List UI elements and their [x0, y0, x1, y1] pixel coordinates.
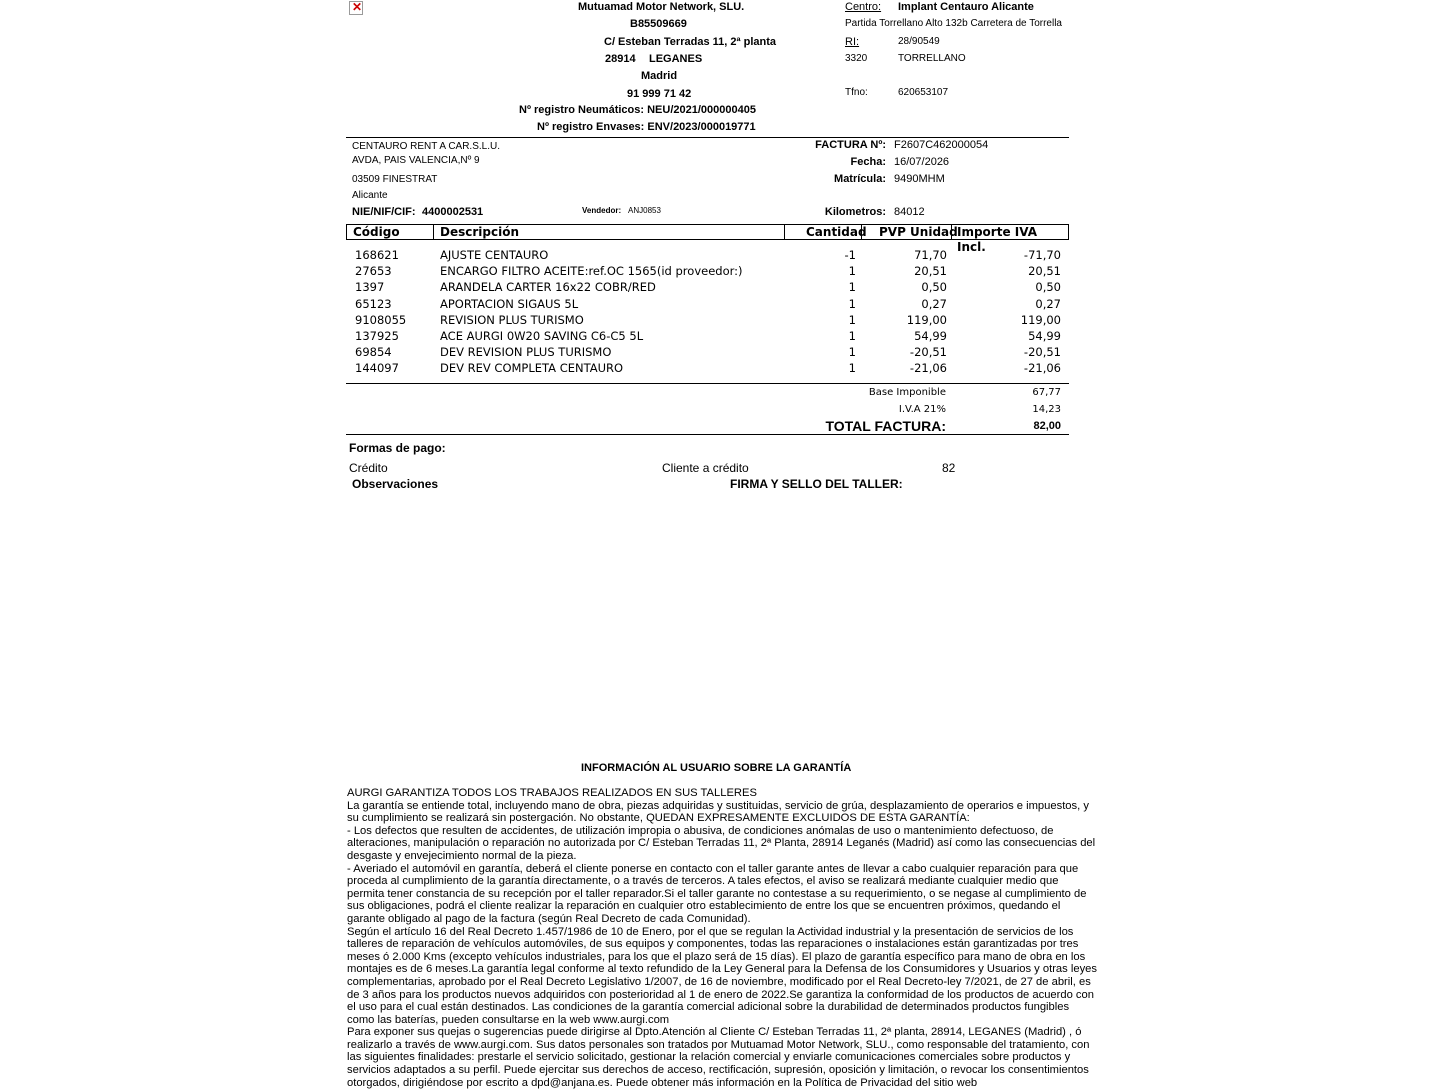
header-unit-price: PVP Unidad	[879, 225, 958, 239]
row-unit-price: 71,70	[914, 248, 947, 262]
company-province: Madrid	[641, 70, 678, 82]
row-amount: 54,99	[1028, 329, 1061, 343]
row-unit-price: 119,00	[906, 313, 947, 327]
header-divider	[346, 137, 1069, 138]
row-unit-price: 54,99	[914, 329, 947, 343]
invoice-date-label: Fecha:	[850, 156, 886, 168]
row-code: 168621	[355, 248, 399, 262]
centre-name: Implant Centauro Alicante	[898, 1, 1034, 13]
km-label: Kilometros:	[824, 206, 886, 218]
broken-image-icon: ✕	[349, 1, 363, 15]
row-description: ENCARGO FILTRO ACEITE:ref.OC 1565(id proveedor:)	[440, 264, 743, 278]
plate-value: 9490MHM	[894, 173, 945, 185]
invoice-number: F2607C462000054	[894, 139, 989, 151]
row-unit-price: -20,51	[909, 345, 947, 359]
company-address: C/ Esteban Terradas 11, 2ª planta	[604, 36, 776, 48]
row-unit-price: 20,51	[914, 264, 947, 278]
centre-label: Centro:	[845, 1, 882, 13]
row-amount: -21,06	[1023, 361, 1061, 375]
vat-label: I.V.A 21%	[898, 404, 946, 415]
row-code: 1397	[355, 280, 385, 294]
row-code: 27653	[355, 264, 392, 278]
centre-phone-label: Tfno:	[845, 87, 868, 98]
signature-label: FIRMA Y SELLO DEL TALLER:	[730, 477, 903, 491]
row-qty: 1	[848, 280, 856, 294]
customer-name: CENTAURO RENT A CAR.S.L.U.	[352, 141, 500, 152]
payment-amount: 82	[942, 461, 956, 475]
row-description: ACE AURGI 0W20 SAVING C6-C5 5L	[440, 329, 644, 343]
centre-ri-value: 28/90549	[898, 36, 940, 47]
customer-postal-city: 03509 FINESTRAT	[352, 174, 438, 185]
row-description: AJUSTE CENTAURO	[440, 248, 549, 262]
vat-value: 14,23	[1032, 404, 1061, 415]
row-qty: 1	[848, 313, 856, 327]
km-value: 84012	[894, 206, 925, 218]
centre-address: Partida Torrellano Alto 132b Carretera de Torrella	[845, 18, 1062, 29]
row-code: 144097	[355, 361, 399, 375]
row-unit-price: 0,50	[921, 280, 947, 294]
payment-title: Formas de pago:	[349, 441, 446, 455]
total-label: TOTAL FACTURA:	[825, 418, 946, 434]
header-qty: Cantidad	[806, 225, 867, 239]
header-description: Descripción	[440, 225, 519, 239]
tyre-registry: Nº registro Neumáticos: NEU/2021/000000405	[519, 104, 756, 116]
row-qty: 1	[848, 264, 856, 278]
row-amount: 20,51	[1028, 264, 1061, 278]
row-unit-price: 0,27	[921, 297, 947, 311]
table-row	[346, 328, 1069, 344]
row-qty: -1	[844, 248, 856, 262]
warranty-title: INFORMACIÓN AL USUARIO SOBRE LA GARANTÍA	[581, 762, 852, 774]
nif-value: 4400002531	[422, 206, 484, 218]
table-row	[346, 279, 1069, 295]
seller-label: Vendedor:	[582, 206, 622, 215]
table-row	[346, 296, 1069, 312]
row-code: 69854	[355, 345, 392, 359]
row-amount: -71,70	[1023, 248, 1061, 262]
customer-address: AVDA, PAIS VALENCIA,Nº 9	[352, 155, 480, 166]
table-bottom-divider	[346, 383, 1069, 384]
totals-divider	[346, 434, 1069, 435]
centre-city: TORRELLANO	[898, 53, 966, 64]
row-description: DEV REVISION PLUS TURISMO	[440, 345, 612, 359]
row-qty: 1	[848, 345, 856, 359]
invoice-number-label: FACTURA Nº:	[815, 139, 886, 151]
company-postal-code: 28914	[605, 53, 636, 65]
items-table-header	[346, 224, 1069, 254]
table-row	[346, 360, 1069, 376]
row-description: APORTACION SIGAUS 5L	[440, 297, 579, 311]
row-description: DEV REV COMPLETA CENTAURO	[440, 361, 624, 375]
plate-label: Matrícula:	[834, 173, 886, 185]
row-amount: -20,51	[1023, 345, 1061, 359]
customer-province: Alicante	[352, 190, 388, 201]
row-unit-price: -21,06	[909, 361, 947, 375]
table-row	[346, 263, 1069, 279]
packaging-registry: Nº registro Envases: ENV/2023/000019771	[537, 121, 756, 133]
invoice-date: 16/07/2026	[894, 156, 950, 168]
header-code: Código	[353, 225, 400, 239]
nif-label: NIE/NIF/CIF:	[352, 206, 416, 218]
row-qty: 1	[848, 361, 856, 375]
row-amount: 0,27	[1035, 297, 1061, 311]
base-label: Base Imponible	[868, 387, 946, 398]
row-qty: 1	[848, 297, 856, 311]
seller-value: ANJ0853	[628, 206, 661, 215]
observations-label: Observaciones	[352, 477, 439, 491]
centre-phone: 620653107	[898, 87, 949, 98]
row-amount: 0,50	[1035, 280, 1061, 294]
row-code: 65123	[355, 297, 392, 311]
centre-postal-code: 3320	[845, 53, 868, 64]
row-description: ARANDELA CARTER 16x22 COBR/RED	[440, 280, 656, 294]
row-code: 137925	[355, 329, 399, 343]
table-row	[346, 344, 1069, 360]
header-amount: Importe IVA Incl.	[957, 225, 1037, 254]
row-qty: 1	[848, 329, 856, 343]
company-city: LEGANES	[649, 53, 703, 65]
centre-ri-label: RI:	[845, 36, 860, 48]
row-amount: 119,00	[1020, 313, 1061, 327]
row-code: 9108055	[355, 313, 407, 327]
company-phone: 91 999 71 42	[627, 88, 692, 100]
row-description: REVISION PLUS TURISMO	[440, 313, 584, 327]
company-name: Mutuamad Motor Network, SLU.	[578, 1, 745, 13]
table-row	[346, 312, 1069, 328]
warranty-text: AURGI GARANTIZA TODOS LOS TRABAJOS REALIZADOS EN SUS TALLERES La garantía se entiende total, incluyendo mano de obra, piezas adquiridas y sustituidas, servicio de grúa, desplazamiento de operarios e impuestos, y su cumplimiento se realizará sin postergación. No obstante, QUEDAN EXPRESAMENTE EXCLUIDOS DE ESTA GARANTÍA: - Los defectos que resulten de accidentes, de utilización impropia o abusiva, de condiciones anómalas de uso o mantenimiento defectuoso, de alteraciones, manipulación o reparación no autorizada por C/ Esteban Terradas 11, 2ª Planta, 28914 Leganés (Madrid) así como las consecuencias del desgaste y envejecimiento normal de la pieza. - Averiado el automóvil en garantía, deberá el cliente ponerse en contacto con el taller garante antes de llevar a cabo cualquier reparación para que proceda al cumplimiento de la garantía directamente, o a través de terceros. A tales efectos, el aviso se realizará mediante cualquier medio que permita tener constancia de su recepción por el taller reparador.Si el taller garante no contestase a su requerimiento, o se negase al cumplimiento de sus obligaciones, podrá el cliente realizar la reparación en cualquier otro establecimiento de entre los que se encuentren próximos, quedando el garante obligado al pago de la factura (según Real Decreto de cada Comunidad). Según el artículo 16 del Real Decreto 1.457/1986 de 10 de Enero, por el que se regulan la Actividad industrial y la presentación de servicios de los talleres de reparación de vehículos automóviles, de sus equipos y componentes, todas las reparaciones o instalaciones están garantizadas por tres meses ó 2.000 Kms (excepto vehículos industriales, para los que el plazo será de 15 días). El plazo de garantía específico para mano de obra en los montajes es de 6 meses.La garantía legal conforme al texto refundido de la Ley General para la Defensa de los Consumidores y Usuarios y otras leyes complementarias, aprobado por el Real Decreto Legislativo 1/2007, de 16 de noviembre, modificado por el Real Decreto-ley 7/2021, de 27 de abril, es de 3 años para los productos nuevos adquiridos con posterioridad al 1 de enero de 2022.Se garantiza la conformidad de los productos de acuerdo con el uso para el cual están destinados. Las condiciones de la garantía comercial adicional sobre la durabilidad de determinados productos fungibles como las baterías, pueden consultarse en la web www.aurgi.com Para exponer sus quejas o sugerencias puede dirigirse al Dpto.Atención al Cliente C/ Esteban Terradas 11, 2ª planta, 28914, LEGANES (Madrid) , ó realizarlo a través de www.aurgi.com. Sus datos personales son tratados por Mutuamad Motor Network, SLU., como responsable del tratamiento, con las siguientes finalidades: prestarle el servicio solicitado, gestionar la relación comercial y enviarle comunicaciones comerciales sobre productos y servicios adaptados a su perfil. Puede ejercitar sus derechos de acceso, rectificación, supresión, oposición y limitación, o revocar los consentimientos otorgados, dirigiéndose por escrito a dpd@anjana.es. Puede obtener más información en la Política de Privacidad del sitio web	[347, 787, 1097, 1089]
payment-method: Crédito	[349, 461, 388, 475]
base-value: 67,77	[1032, 387, 1061, 398]
table-row	[346, 247, 1069, 263]
total-value: 82,00	[1033, 420, 1061, 432]
company-cif: B85509669	[630, 18, 687, 30]
payment-description: Cliente a crédito	[662, 461, 749, 475]
